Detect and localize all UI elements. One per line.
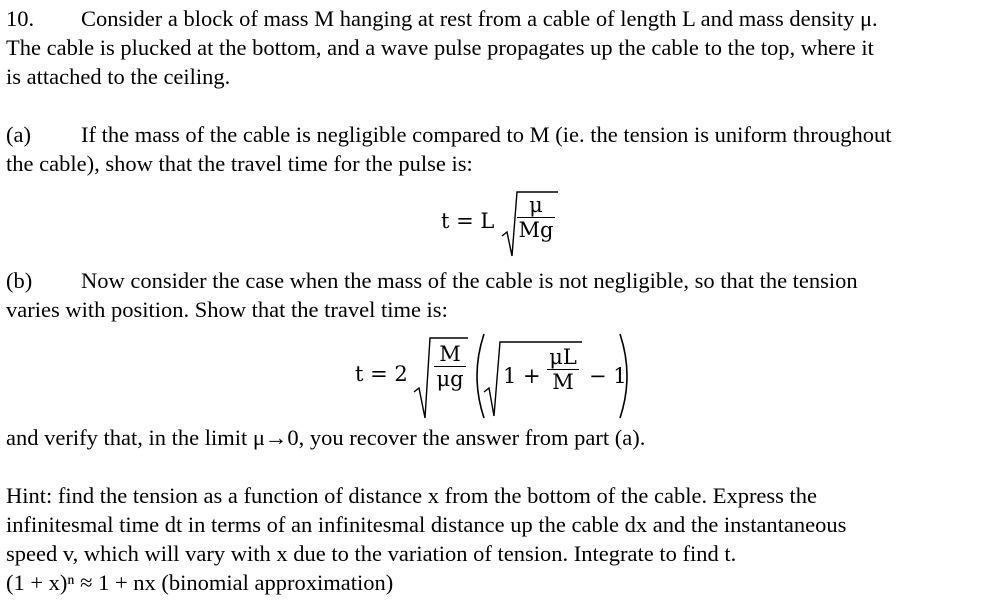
equation-a-lhs: t = L <box>441 209 495 233</box>
part-a-text-2: the cable), show that the travel time for the pulse is: <box>6 151 473 176</box>
part-a-line-1 <box>6 120 891 149</box>
intro-line-1: Consider a block of mass M hanging at rest from a cable of length L and mass density μ. <box>81 6 878 31</box>
part-a-label: (a) <box>6 122 31 147</box>
part-a-text-1: If the mass of the cable is negligible compared to M (ie. the tension is uniform throughout <box>81 122 892 147</box>
equation-a-numerator: μ <box>529 193 543 217</box>
equation-b-one-plus: 1 + <box>503 364 541 388</box>
hint-binomial: (1 + x)ⁿ ≈ 1 + nx (binomial approximation) <box>6 570 394 595</box>
equation-b-fraction-2 <box>544 345 582 394</box>
part-b-label: (b) <box>6 268 33 293</box>
hint-line-1: Hint: find the tension as a function of distance x from the bottom of the cable. Express the <box>6 483 818 508</box>
equation-b-minus-one: − 1 <box>589 364 627 388</box>
part-b-text-1: Now consider the case when the mass of the cable is not negligible, so that the tension <box>81 268 858 293</box>
problem-line-1 <box>6 4 878 33</box>
part-b-line-1 <box>6 266 858 295</box>
part-b-text-2: varies with position. Show that the travel time is: <box>6 297 448 322</box>
part-b-verify: and verify that, in the limit μ→0, you recover the answer from part (a). <box>6 425 646 450</box>
equation-b-lhs: t = 2 <box>355 362 408 386</box>
equation-b-numerator-1: M <box>439 342 461 366</box>
equation-b-denominator-1: μg <box>436 367 464 391</box>
problem-number: 10. <box>6 6 35 31</box>
equation-b-numerator-2: μL <box>549 345 577 369</box>
equation-b-denominator-2: M <box>552 370 574 394</box>
intro-line-2: The cable is plucked at the bottom, and a wave pulse propagates up the cable to the top, where it <box>6 35 874 60</box>
equation-a-fraction <box>516 193 556 242</box>
intro-line-3: is attached to the ceiling. <box>6 64 231 89</box>
hint-line-2: infinitesmal time dt in terms of an infinitesmal distance up the cable dx and the instantaneous <box>6 512 847 537</box>
equation-b-right-paren <box>616 330 636 422</box>
equation-b-fraction-1 <box>430 342 470 391</box>
equation-b-radical-2 <box>482 336 602 420</box>
equation-a-denominator: Mg <box>518 218 554 242</box>
hint-line-3: speed v, which will vary with x due to the variation of tension. Integrate to find t. <box>6 541 737 566</box>
